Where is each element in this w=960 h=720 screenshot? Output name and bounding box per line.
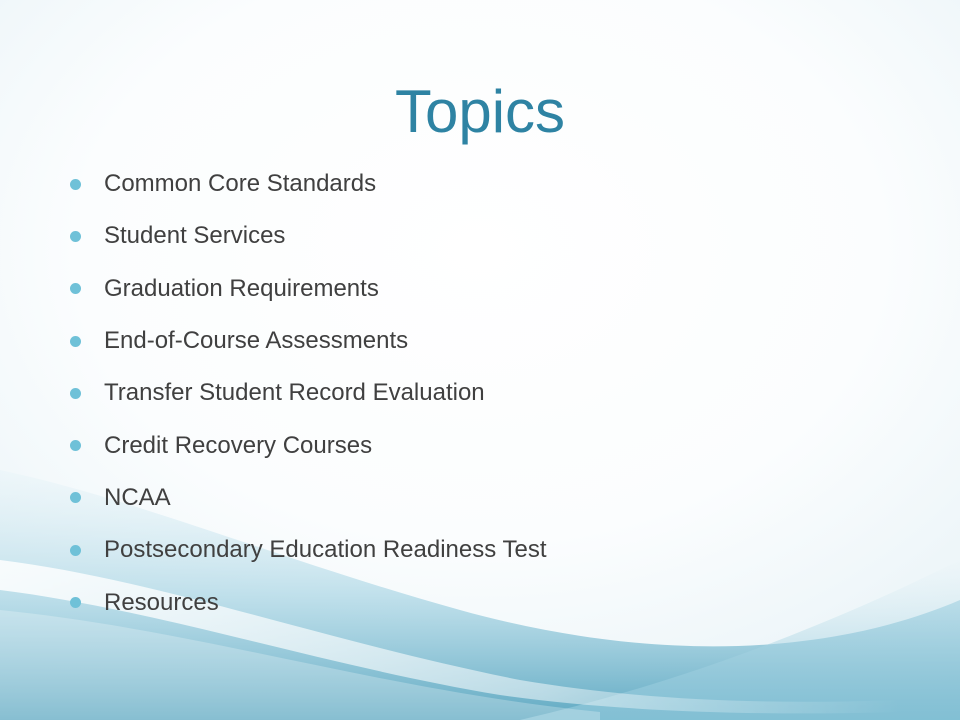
list-item-text: Credit Recovery Courses bbox=[104, 431, 373, 459]
bullet-icon bbox=[70, 492, 81, 503]
list-item bbox=[70, 263, 547, 315]
bullet-icon bbox=[70, 597, 81, 608]
list-item-text: Transfer Student Record Evaluation bbox=[104, 379, 485, 407]
topics-list bbox=[70, 158, 547, 629]
bullet-icon bbox=[70, 545, 81, 556]
list-item bbox=[70, 315, 547, 367]
list-item-text: End-of-Course Assessments bbox=[104, 327, 409, 355]
slide-title: Topics bbox=[394, 78, 566, 145]
list-item-text: Common Core Standards bbox=[104, 170, 377, 198]
list-item-text: Student Services bbox=[104, 222, 286, 250]
list-item-text: NCAA bbox=[104, 483, 171, 511]
list-item bbox=[70, 210, 547, 262]
list-item-text: Graduation Requirements bbox=[104, 274, 379, 302]
bullet-icon bbox=[70, 231, 81, 242]
list-item bbox=[70, 472, 547, 524]
list-item bbox=[70, 576, 547, 628]
bullet-icon bbox=[70, 388, 81, 399]
bullet-icon bbox=[70, 440, 81, 451]
list-item-text: Resources bbox=[104, 588, 219, 616]
bullet-icon bbox=[70, 336, 81, 347]
list-item bbox=[70, 419, 547, 471]
list-item bbox=[70, 524, 547, 576]
list-item bbox=[70, 158, 547, 210]
list-item bbox=[70, 367, 547, 419]
bullet-icon bbox=[70, 179, 81, 190]
list-item-text: Postsecondary Education Readiness Test bbox=[104, 536, 547, 564]
bullet-icon bbox=[70, 283, 81, 294]
